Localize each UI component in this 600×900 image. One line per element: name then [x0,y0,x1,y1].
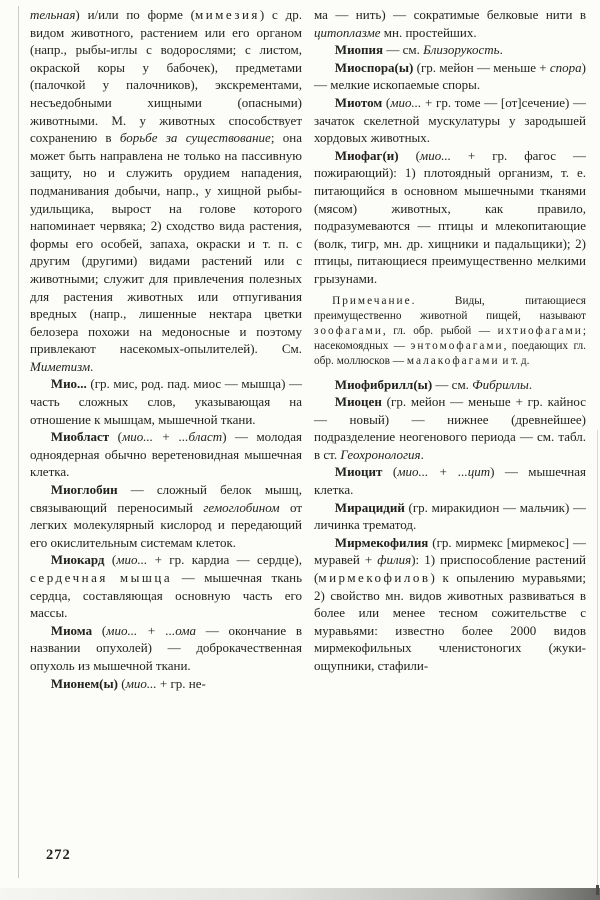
text-run: мио... [125,675,157,691]
text-run: , гл. обр. рыбой — [382,324,498,337]
text-run: мн. простейших. [380,24,477,40]
text-run: зоофагами [314,324,383,337]
entry-headword: Мио... [50,376,87,392]
text-run: . [420,446,424,462]
text-run: тельная [30,7,76,22]
entry-miofibrill [314,376,586,394]
text-run: мио... + ...ома [106,622,197,638]
entry-miotsit [314,463,586,498]
text-run: мио... + ...бласт [121,429,223,445]
text-run: — см. [383,42,424,58]
text-run: (гр. миракидион — мальчик) — личинка трематод. [314,499,586,533]
entry-continuation-mionem [314,6,586,41]
text-run: . Виды, питающиеся преимущественно животной пищей, называют [314,294,586,322]
text-run: Фибриллы [472,376,529,392]
text-run: мимезия [194,7,260,22]
text-run: малакофагами [406,355,500,368]
text-run: ( [92,622,107,638]
text-run: + гр. фагос — пожирающий): 1) плотоядный организм, т. е. питающийся в основном мышечными тканями (мясом) животных, как правило, подразумеваются — птицы и млекопитающие (волк, тигр, мн. др. хищники и падальщики); 2) птицы, питающиеся преимущественно мелкими грызунами. [314,147,586,286]
text-run: ( [382,464,398,480]
text-run: цитоплазме [314,24,381,40]
entry-headword: Миобласт [50,429,110,445]
entry-mioglobin [30,481,302,551]
text-run: ) — молодая одноядерная обычно веретеновидная мышечная клетка. [30,429,302,480]
text-run: и т. д. [499,355,530,368]
entry-miokard [30,551,302,621]
text-run: (гр. мейон — меньше + [413,59,550,75]
note-primechanie [314,294,586,370]
text-run: сердечная мышца [30,570,173,585]
scan-artifact-speck [596,885,599,895]
entry-continuation-mimikriya [30,6,302,375]
text-run: . [499,42,503,58]
text-run: ) и/или по форме ( [75,7,195,22]
text-run: , поедающих гл. обр. моллюсков — [314,340,586,368]
text-columns [30,6,586,852]
entry-headword: Миоцен [334,394,382,410]
entry-miospora [314,59,586,94]
entry-headword: Мирмекофилия [334,534,429,550]
text-run: борьбе за существование [119,130,271,146]
entry-miratsidiy [314,499,586,534]
entry-headword: Миофибрилл(ы) [334,376,433,392]
entry-mioblast [30,428,302,481]
text-run: — сложный белок мышц, связывающий переносимый [30,482,302,515]
text-run: мирмекофилов [318,570,431,586]
text-run: ма — нить) — сократимые белковые нити в [314,7,586,22]
text-run: ( [104,552,117,568]
text-run: спора [549,59,582,75]
text-run: ( [109,429,122,445]
entry-headword: Миопия [334,42,384,58]
entry-headword: Миоглобин [50,482,118,498]
text-run: . [90,358,94,374]
text-run: (гр. мирмекс [мирмекос] — муравей + [314,534,586,568]
text-run: + гр. томе — [от]сечение) — зачаток скелетной мускулатуры у зародышей хордовых животных. [314,94,586,146]
text-run: мио... [419,147,451,163]
scan-gutter-line [18,6,19,878]
entry-headword: Миоспора(ы) [334,59,414,75]
entry-miotsen [314,393,586,463]
entry-headword: Миома [50,622,93,638]
text-run: (гр. мис, род. пад. миос — мышца) — часть сложных слов, указывающая на отношение к мышцам, мышечной ткани. [30,376,302,427]
text-run: ) — мышечная клетка. [314,464,586,498]
entry-miopiya [314,41,586,59]
text-run: ихтиофагами [497,324,583,337]
entry-headword: Миотом [334,94,383,110]
text-run: ; она может быть направлена не только на пассивную защиту, но и служить орудием нападения, подманивания добычи, напр., у хищной рыбы-удильщика, вырост на голове которого напоминает червяка; 2) сходство вида растения, формы его особей, запаха, окраски и т. п. с другим (другими) видами растений или с животными; служит для привлечения полезных для растения животных или отпугивания вредных (напр., лишенные нектара цветки белозера похожи на медоносные и поэтому привлекают насекомых-опылителей). См. [30,130,302,357]
text-run: ): 1) приспособление растений ( [314,552,586,586]
text-run: — мышечная ткань сердца, составляющая основную часть его массы. [30,570,303,621]
scan-shadow-band [0,888,600,900]
entry-headword: Мионем(ы) [50,675,118,691]
text-run: — см. [432,376,473,392]
text-run: Близорукость [423,42,500,58]
entry-mirmekofiliya [314,534,586,675]
text-run: + гр. не- [156,675,206,691]
text-run: + гр. кардиа — сердце), [147,552,302,568]
entry-headword: Миокард [50,552,105,568]
scan-edge-line [597,430,598,886]
text-column-left [30,6,302,852]
entry-miotom [314,94,586,147]
text-run: — окончание в названии опухолей) — доброкачественная опухоль из мышечной ткани. [30,622,302,673]
text-run: ; насекомоядных — [314,324,586,353]
text-run: мио... [116,552,148,568]
text-run: мио... [390,94,422,110]
text-run: ( [398,147,420,163]
text-run: Геохронология [340,446,421,462]
text-run: филия [377,552,412,568]
text-run: от легких молекулярный кислород и передающий его окислительным системам клеток. [30,499,302,550]
page-number: 272 [46,847,71,863]
text-run: гемоглобином [203,499,280,515]
text-run: ( [117,675,126,691]
text-run: мио... + ...цит [397,464,491,480]
text-run: (гр. мейон — меньше + гр. кайнос — новый) — нижнее (древнейшее) подразделение неогенового периода — см. табл. в ст. [314,394,586,462]
text-run: Миметизм [30,358,91,374]
entry-mio [30,375,302,428]
text-run: ) с др. видом животного, растением или его органом (напр., рыбы-иглы с водорослями; с листом, окраской коры у бабочек), предметами (палочкой у палочников), экскрементами, несъедобными хищными (опасными) животными. М. у животных способствует сохранению в [30,7,302,146]
text-run: энтомофагами [410,340,504,353]
text-column-right [314,6,586,852]
entry-headword: Мирацидий [334,499,405,515]
text-run: ) к опылению муравьями; 2) свойство мн. видов животных развиваться в более или менее тесном сожительстве с муравьями: известно более 2000 видов мирмекофильных членистоногих (жуки-ощупники, стафили- [314,570,586,674]
entry-mioma [30,622,302,675]
text-run: Примечание [332,294,412,307]
entry-headword: Миофаг(и) [334,147,399,163]
text-run: ( [382,94,391,110]
text-run: ) — мелкие ископаемые споры. [314,59,586,93]
entry-mionem [30,675,302,693]
entry-miofag [314,147,586,288]
text-run: . [528,376,533,392]
entry-headword: Миоцит [334,464,383,480]
